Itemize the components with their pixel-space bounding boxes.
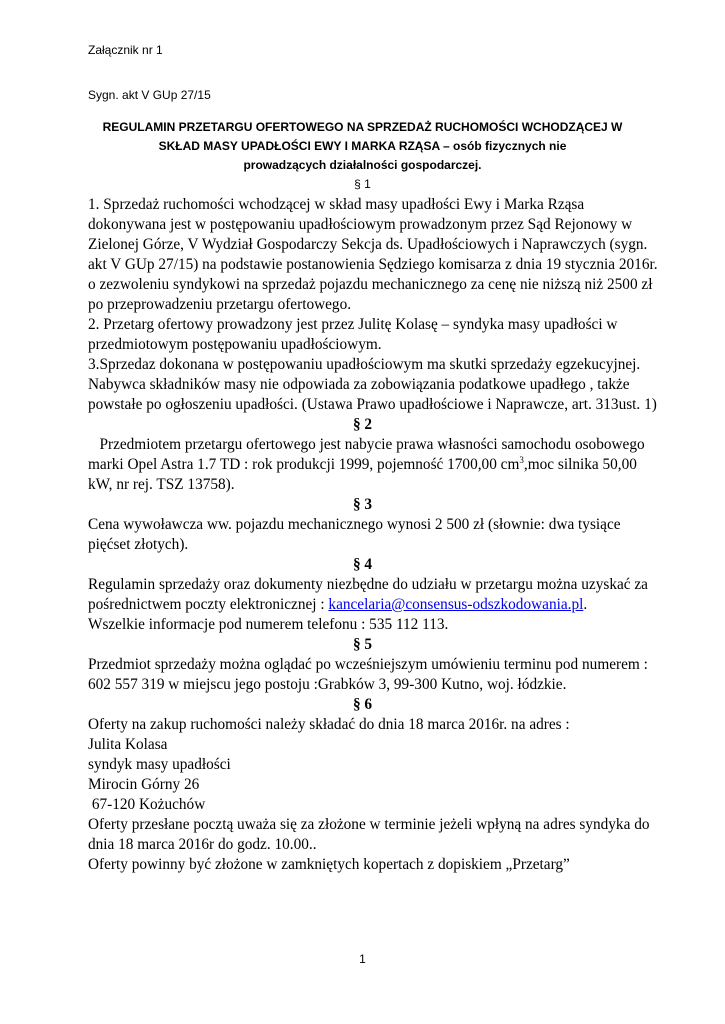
section-1-line: przedmiotowym postępowaniu upadłościowym. [88,336,382,353]
section-1-line: akt V GUp 27/15) na podstawie postanowienia Sędziego komisarza z dnia 19 stycznia 2016r. [88,256,658,273]
document-title-line-1: REGULAMIN PRZETARGU OFERTOWEGO NA SPRZEDAŻ RUCHOMOŚCI WCHODZĄCEJ W [102,120,623,134]
address-name: Julita Kolasa [88,736,168,753]
section-1-line: powstałe po ogłoszeniu upadłości. (Ustawa Prawo upadłościowe i Naprawcze, art. 313ust. 1) [88,396,657,413]
section-1-line: 1. Sprzedaż ruchomości wchodzącej w skład masy upadłości Ewy i Marka Rząsa [88,196,585,213]
section-5-line: Przedmiot sprzedaży można oglądać po wcześniejszym umówieniu terminu pod numerem : [88,656,648,673]
page-number: 1 [359,952,366,966]
section-1-line: dokonywana jest w postępowaniu upadłościowym prowadzonym przez Sąd Rejonowy w [88,216,633,233]
section-1-heading: § 1 [354,177,371,191]
section-6-heading: § 6 [352,696,373,713]
section-1-line: Zielonej Górze, V Wydział Gospodarczy Sekcja ds. Upadłościowych i Naprawczych (sygn. [88,236,648,253]
section-6-line: dnia 18 marca 2016r do godz. 10.00.. [88,836,317,853]
section-6-line: Oferty powinny być złożone w zamkniętych kopertach z dopiskiem „Przetarg” [88,856,570,873]
section-2-line: Przedmiotem przetargu ofertowego jest nabycie prawa własności samochodu osobowego [88,436,645,453]
section-3-heading: § 3 [352,496,373,513]
address-role: syndyk masy upadłości [88,756,231,773]
section-4-line: Wszelkie informacje pod numerem telefonu : 535 112 113. [88,616,449,633]
address-street: Mirocin Górny 26 [88,776,200,793]
section-3-line: pięćset złotych). [88,536,189,553]
attachment-label: Załącznik nr 1 [88,43,163,57]
cubic-superscript: 3 [519,454,524,465]
section-6-line: Oferty przesłane pocztą uważa się za złożone w terminie jeżeli wpłyną na adres syndyka do [88,816,650,833]
section-4-line: Regulamin sprzedaży oraz dokumenty niezbędne do udziału w przetargu można uzyskać za [88,576,648,593]
email-prefix: pośrednictwem poczty elektronicznej : [88,596,329,613]
section-1-line: Nabywca składników masy nie odpowiada za zobowiązania podatkowe upadłego , także [88,376,630,393]
section-1-line: 2. Przetarg ofertowy prowadzony jest przez Julitę Kolasę – syndyka masy upadłości w [88,316,618,333]
section-1-line: 3.Sprzedaz dokonana w postępowaniu upadłościowym ma skutki sprzedaży egzekucyjnej. [88,356,641,373]
case-reference: Sygn. akt V GUp 27/15 [88,88,211,102]
section-2-line: kW, nr rej. TSZ 13758). [88,476,235,493]
vehicle-details: marki Opel Astra 1.7 TD : rok produkcji 1999, pojemność 1700,00 cm [88,456,520,473]
section-1-line: o zezwoleniu syndykowi na sprzedaż pojazdu mechanicznego za cenę nie niższą niż 2500 zł [88,276,653,293]
section-2-line-vehicle [88,456,637,474]
section-5-heading: § 5 [352,636,373,653]
email-suffix: . [583,596,588,613]
section-5-line: 602 557 319 w miejscu jego postoju :Grabków 3, 99-300 Kutno, woj. łódzkie. [88,676,567,693]
section-4-line-email [88,596,587,614]
section-3-line: Cena wywoławcza ww. pojazdu mechanicznego wynosi 2 500 zł (słownie: dwa tysiące [88,516,621,533]
section-6-line: Oferty na zakup ruchomości należy składać do dnia 18 marca 2016r. na adres : [88,716,570,733]
document-title-line-2: SKŁAD MASY UPADŁOŚCI EWY I MARKA RZĄSA – osób fizycznych nie [158,139,567,153]
email-link[interactable]: kancelaria@consensus-odszkodowania.pl [328,596,584,613]
document-title-line-3: prowadzących działalności gospodarczej. [243,158,482,172]
address-postal: 67-120 Kożuchów [88,796,206,813]
engine-power: ,moc silnika 50,00 [523,456,637,473]
section-2-heading: § 2 [352,416,373,433]
section-1-line: po przeprowadzeniu przetargu ofertowego. [88,296,352,313]
section-4-heading: § 4 [352,556,373,573]
